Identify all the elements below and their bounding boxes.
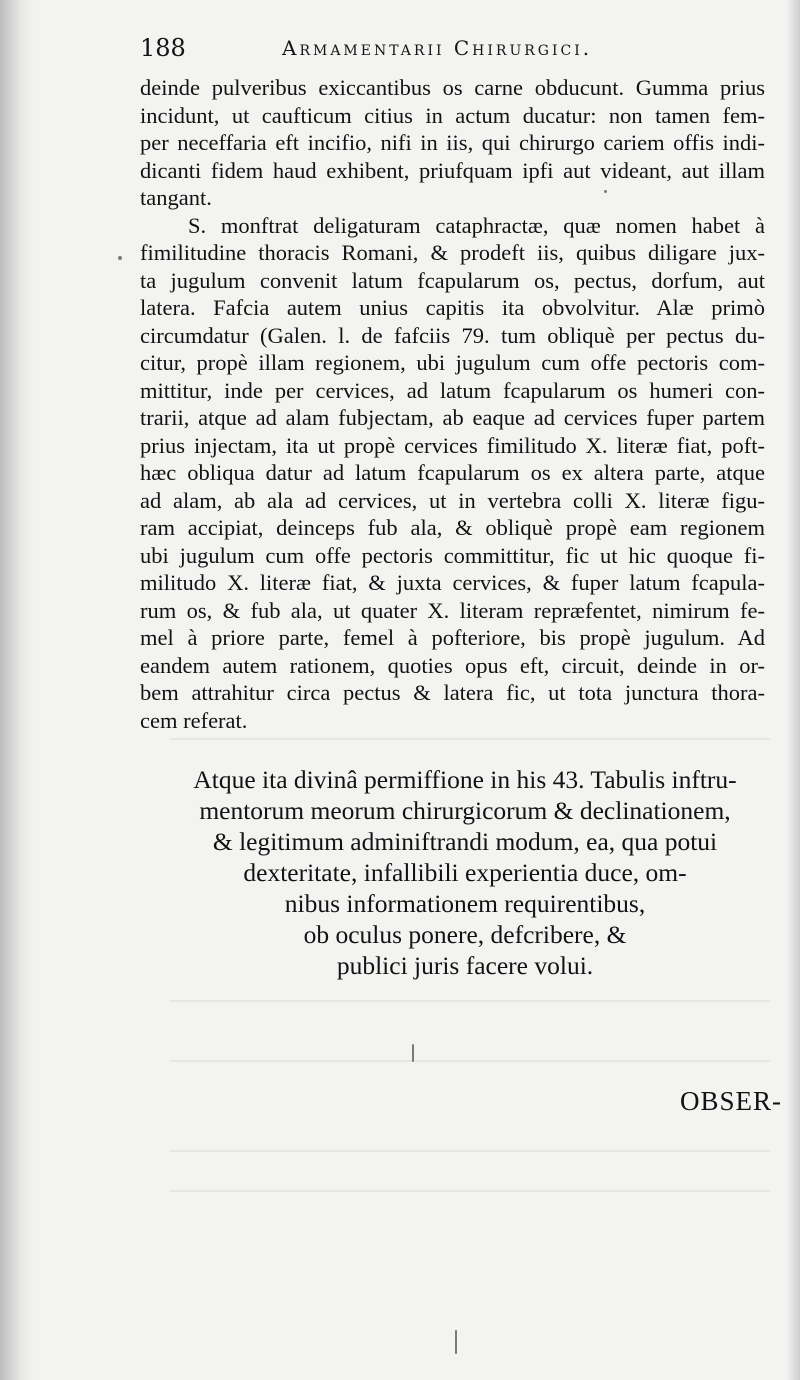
text-line: bem attrahitur circa pectus & latera fic, ut tota junctura thora- — [140, 680, 765, 705]
text-line: circumdatur (Galen. l. de fafciis 79. tum obliquè per pectus du- — [140, 322, 765, 348]
running-head — [140, 34, 780, 70]
text-line: ram accipiat, deinceps fub ala, & obliquè propè eam regionem — [140, 515, 765, 540]
show-through-mark — [170, 738, 770, 740]
text-line: prius injectam, ita ut propè cervices fimilitudo X. literæ fiat, poft- — [140, 432, 765, 458]
text-line: ad alam, ab ala ad cervices, ut in vertebra colli X. literæ figu- — [140, 487, 765, 513]
conclusion-paragraph — [160, 764, 770, 981]
conclusion-line: Atque ita divinâ permiffione in his 43. Tabulis inftru- — [193, 765, 737, 794]
catchword: OBSER- — [679, 1086, 782, 1116]
text-line: tangant. — [140, 185, 212, 210]
text-line: ta jugulum convenit latum fcapularum os, pectus, dorfum, aut — [140, 267, 765, 293]
conclusion-line: publici juris facere volui. — [336, 951, 594, 980]
conclusion-line: & legitimum adminiftrandi modum, ea, qua potui — [212, 827, 718, 856]
text-line: dicanti fidem haud exhibent, priufquam ipfi aut videant, aut illam — [140, 157, 765, 183]
text-line: mittitur, inde per cervices, ad latum fcapularum os humeri con- — [140, 377, 765, 403]
conclusion-line: dexteritate, infallibili experientia duce, om- — [243, 858, 687, 887]
text-line: rum os, & fub ala, ut quater X. literam repræfentet, nimirum fe- — [140, 597, 765, 623]
ink-speck — [412, 1044, 414, 1062]
conclusion-line: nibus informationem requirentibus, — [284, 889, 646, 918]
text-line: citur, propè illam regionem, ubi jugulum cum offe pectoris com- — [140, 350, 765, 375]
conclusion-line: mentorum meorum chirurgicorum & declinationem, — [199, 796, 731, 825]
show-through-mark — [170, 1060, 770, 1062]
running-title: Armamentarii Chirurgici. — [282, 36, 593, 60]
text-line: mel à priore parte, femel à pofteriore, bis propè jugulum. Ad — [140, 625, 765, 650]
text-line: hæc obliqua datur ad latum fcapularum os ex altera parte, atque — [140, 460, 765, 485]
text-line: per neceffaria eft incifio, nifi in iis, qui chirurgo cariem offis indi- — [140, 130, 765, 155]
text-line: trarii, atque ad alam fubjectam, ab eaque ad cervices fuper partem — [140, 405, 765, 430]
text-line: eandem autem rationem, quoties opus eft, circuit, deinde in or- — [140, 652, 765, 678]
text-line: deinde pulveribus exiccantibus os carne obducunt. Gumma prius — [140, 75, 765, 100]
conclusion-line: ob oculus ponere, defcribere, & — [303, 920, 627, 949]
body-text — [140, 74, 765, 734]
text-line: ubi jugulum cum offe pectoris committitur, fic ut hic quoque fi- — [140, 542, 765, 568]
ink-speck — [455, 1330, 457, 1354]
text-line: militudo X. literæ fiat, & juxta cervices, & fuper latum fcapula- — [140, 570, 765, 595]
ink-speck — [118, 256, 122, 260]
text-line: S. monftrat deligaturam cataphractæ, quæ nomen habet à — [188, 212, 765, 238]
page-edge-shadow — [786, 0, 800, 1380]
text-line: cem referat. — [140, 707, 248, 733]
page-number: 188 — [140, 34, 186, 62]
text-line: fimilitudine thoracis Romani, & prodeft iis, quibus diligare jux- — [140, 240, 765, 265]
show-through-mark — [170, 1190, 770, 1192]
text-line: latera. Fafcia autem unius capitis ita obvolvitur. Alæ primò — [140, 295, 765, 320]
show-through-mark — [170, 1150, 770, 1152]
show-through-mark — [170, 1000, 770, 1002]
text-line: incidunt, ut caufticum citius in actum ducatur: non tamen fem- — [140, 102, 765, 128]
gutter-shadow — [0, 0, 34, 1380]
